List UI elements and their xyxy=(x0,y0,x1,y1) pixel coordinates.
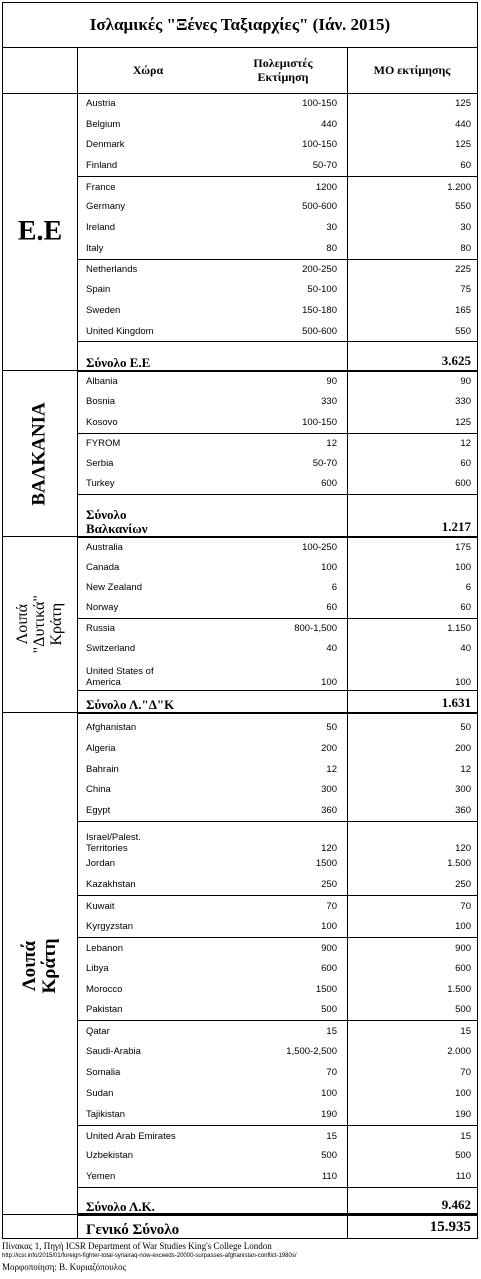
average-cell: 30 xyxy=(460,222,471,234)
average-cell: 100 xyxy=(455,677,471,689)
fighters-cell: 30 xyxy=(326,222,337,234)
average-cell: 1.150 xyxy=(447,623,471,635)
average-cell: 300 xyxy=(455,784,471,796)
fighters-cell: 1200 xyxy=(315,181,337,193)
average-cell: 175 xyxy=(455,541,471,553)
group-block xyxy=(3,93,477,371)
average-cell: 100 xyxy=(455,921,471,933)
average-cell: 60 xyxy=(460,602,471,614)
fighters-cell: 360 xyxy=(321,805,337,817)
country-cell: Switzerland xyxy=(86,642,136,654)
average-cell: 12 xyxy=(460,763,471,775)
country-cell: Pakistan xyxy=(86,1004,123,1016)
country-cell: Denmark xyxy=(86,139,125,151)
country-cell: Afghanistan xyxy=(86,721,137,733)
subtotal-label: Σύνολο Βαλκανίων xyxy=(86,507,148,536)
country-cell: Bosnia xyxy=(86,396,116,408)
average-cell: 190 xyxy=(455,1108,471,1120)
average-cell: 100 xyxy=(455,561,471,573)
average-cell: 500 xyxy=(455,1004,471,1016)
average-cell: 360 xyxy=(455,805,471,817)
average-cell: 80 xyxy=(460,242,471,254)
country-cell: Jordan xyxy=(86,858,116,870)
fighters-cell: 40 xyxy=(326,642,337,654)
fighters-cell: 50-70 xyxy=(312,159,337,171)
header-country: Χώρα xyxy=(132,63,164,77)
fighters-cell: 1,500-2,500 xyxy=(286,1046,337,1058)
average-cell: 600 xyxy=(455,478,471,490)
grand-total-value: 15.935 xyxy=(429,1219,471,1235)
average-cell: 900 xyxy=(455,942,471,954)
average-cell: 125 xyxy=(455,97,471,109)
country-cell: United States of America xyxy=(86,666,154,689)
subtotal-label: Σύνολο Ε.Ε xyxy=(86,355,151,371)
header-row xyxy=(3,47,477,94)
country-cell: New Zealand xyxy=(86,581,142,593)
fighters-cell: 100 xyxy=(321,677,337,689)
country-cell: Ireland xyxy=(86,222,116,234)
country-cell: Somalia xyxy=(86,1066,121,1078)
country-cell: Norway xyxy=(86,602,119,614)
footer-source: Πίνακας 1, Πηγή ICSR Department of War Studies King's College London xyxy=(2,1241,272,1251)
fighters-cell: 80 xyxy=(326,242,337,254)
fighters-cell: 330 xyxy=(321,396,337,408)
fighters-cell: 100 xyxy=(321,561,337,573)
fighters-cell: 100-150 xyxy=(302,97,337,109)
country-cell: Lebanon xyxy=(86,942,123,954)
fighters-cell: 110 xyxy=(321,1171,337,1183)
country-cell: Albania xyxy=(86,375,118,387)
header-average: ΜΟ εκτίμησης xyxy=(373,63,451,77)
country-cell: Tajikistan xyxy=(86,1108,126,1120)
header-fighters: Πολεμιστές Εκτίμηση xyxy=(253,56,313,84)
fighters-cell: 70 xyxy=(326,1066,337,1078)
group-label-text: Ε.Ε xyxy=(17,215,63,247)
country-cell: United Arab Emirates xyxy=(86,1130,176,1142)
subtotal-value: 3.625 xyxy=(441,353,471,369)
country-cell: Russia xyxy=(86,623,116,635)
fighters-cell: 1500 xyxy=(315,983,337,995)
fighters-cell: 50-70 xyxy=(312,457,337,469)
subtotal-label: Σύνολο Λ.Κ. xyxy=(86,1199,155,1215)
country-cell: Algeria xyxy=(86,742,116,754)
fighters-cell: 250 xyxy=(321,879,337,891)
subtotal-value: 1.631 xyxy=(441,694,471,710)
fighters-cell: 600 xyxy=(321,962,337,974)
average-cell: 70 xyxy=(460,901,471,913)
average-cell: 120 xyxy=(455,842,471,854)
subtotal-value: 9.462 xyxy=(441,1197,471,1213)
average-cell: 200 xyxy=(455,742,471,754)
average-cell: 50 xyxy=(460,721,471,733)
fighters-cell: 100-150 xyxy=(302,416,337,428)
fighters-cell: 200 xyxy=(321,742,337,754)
country-cell: Saudi-Arabia xyxy=(86,1046,141,1058)
country-cell: Bahrain xyxy=(86,763,119,775)
average-cell: 60 xyxy=(460,457,471,469)
country-cell: Morocco xyxy=(86,983,123,995)
fighters-cell: 70 xyxy=(326,901,337,913)
average-cell: 1.500 xyxy=(447,858,471,870)
fighters-cell: 440 xyxy=(321,118,337,130)
country-cell: Serbia xyxy=(86,457,114,469)
country-cell: Turkey xyxy=(86,478,115,490)
country-cell: Canada xyxy=(86,561,120,573)
column-divider xyxy=(347,47,348,1238)
average-cell: 12 xyxy=(460,438,471,450)
footer-credit: Μορφοποίηση: Β. Κυριαζόπουλος xyxy=(2,1262,127,1272)
fighters-cell: 800-1,500 xyxy=(294,623,337,635)
average-cell: 125 xyxy=(455,416,471,428)
average-cell: 15 xyxy=(460,1130,471,1142)
average-cell: 165 xyxy=(455,304,471,316)
fighters-cell: 500-600 xyxy=(302,325,337,337)
country-cell: France xyxy=(86,181,116,193)
country-cell: Italy xyxy=(86,242,104,254)
average-cell: 60 xyxy=(460,159,471,171)
country-cell: Kuwait xyxy=(86,901,115,913)
fighters-cell: 100 xyxy=(321,1087,337,1099)
average-cell: 15 xyxy=(460,1026,471,1038)
average-cell: 550 xyxy=(455,325,471,337)
average-cell: 40 xyxy=(460,642,471,654)
country-cell: Netherlands xyxy=(86,264,138,276)
group-label xyxy=(3,371,77,536)
country-cell: China xyxy=(86,784,111,796)
group-block xyxy=(3,537,477,713)
subtotal-value: 1.217 xyxy=(441,519,471,534)
fighters-cell: 50-100 xyxy=(307,284,337,296)
footer-url: http://icsr.info/2015/01/foreign-fighter-total-syriairaq-now-exceeds-20000-surpasses-afghanistan-conflict-1980s/ xyxy=(2,1253,297,1259)
fighters-cell: 300 xyxy=(321,784,337,796)
average-cell: 1.500 xyxy=(447,983,471,995)
table-title: Ισλαμικές "Ξένες Ταξιαρχίες" (Ιάν. 2015) xyxy=(3,3,477,48)
table-frame xyxy=(2,2,478,1239)
country-cell: Israel/Palest. Territories xyxy=(86,831,141,854)
fighters-cell: 1500 xyxy=(315,858,337,870)
country-cell: Austria xyxy=(86,97,116,109)
fighters-cell: 500 xyxy=(321,1004,337,1016)
country-cell: Kyrgyzstan xyxy=(86,921,133,933)
fighters-cell: 6 xyxy=(331,581,337,593)
country-cell: Germany xyxy=(86,201,126,213)
group-label-text: Λοιπά Κράτη xyxy=(19,938,60,994)
fighters-cell: 900 xyxy=(321,942,337,954)
subtotal-label: Σύνολο Λ."Δ"Κ xyxy=(86,696,175,712)
group-label xyxy=(3,717,77,1214)
country-cell: Belgium xyxy=(86,118,121,130)
country-cell: United Kingdom xyxy=(86,325,154,337)
fighters-cell: 150-180 xyxy=(302,304,337,316)
country-cell: Egypt xyxy=(86,805,111,817)
average-cell: 1.200 xyxy=(447,181,471,193)
fighters-cell: 12 xyxy=(326,763,337,775)
country-cell: Kosovo xyxy=(86,416,118,428)
group-block xyxy=(3,717,477,1215)
group-label xyxy=(3,93,77,370)
fighters-cell: 100-150 xyxy=(302,139,337,151)
fighters-cell: 120 xyxy=(321,842,337,854)
average-cell: 6 xyxy=(465,581,471,593)
fighters-cell: 90 xyxy=(326,375,337,387)
country-cell: Kazakhstan xyxy=(86,879,136,891)
fighters-cell: 15 xyxy=(326,1026,337,1038)
fighters-cell: 200-250 xyxy=(302,264,337,276)
country-cell: Spain xyxy=(86,284,111,296)
average-cell: 600 xyxy=(455,962,471,974)
fighters-cell: 190 xyxy=(321,1108,337,1120)
average-cell: 550 xyxy=(455,201,471,213)
fighters-cell: 500-600 xyxy=(302,201,337,213)
average-cell: 250 xyxy=(455,879,471,891)
average-cell: 125 xyxy=(455,139,471,151)
country-cell: Yemen xyxy=(86,1171,116,1183)
group-label xyxy=(3,537,77,712)
average-cell: 225 xyxy=(455,264,471,276)
group-label-text: Λοιπά "Δυτικά" Κράτη xyxy=(13,595,65,654)
fighters-cell: 100-250 xyxy=(302,541,337,553)
grand-total-row xyxy=(78,1213,477,1238)
average-cell: 2.000 xyxy=(447,1046,471,1058)
group-block xyxy=(3,371,477,537)
fighters-cell: 50 xyxy=(326,721,337,733)
fighters-cell: 12 xyxy=(326,438,337,450)
country-cell: Qatar xyxy=(86,1026,110,1038)
country-cell: Sudan xyxy=(86,1087,114,1099)
fighters-cell: 600 xyxy=(321,478,337,490)
fighters-cell: 15 xyxy=(326,1130,337,1142)
average-cell: 500 xyxy=(455,1150,471,1162)
column-divider xyxy=(77,47,78,1238)
average-cell: 330 xyxy=(455,396,471,408)
group-label-text: ΒΑΛΚΑΝΙΑ xyxy=(29,401,51,506)
country-cell: Australia xyxy=(86,541,123,553)
average-cell: 75 xyxy=(460,284,471,296)
average-cell: 70 xyxy=(460,1066,471,1078)
country-cell: FYROM xyxy=(86,438,121,450)
average-cell: 100 xyxy=(455,1087,471,1099)
average-cell: 90 xyxy=(460,375,471,387)
average-cell: 110 xyxy=(455,1171,471,1183)
country-cell: Finland xyxy=(86,159,118,171)
fighters-cell: 60 xyxy=(326,602,337,614)
country-cell: Libya xyxy=(86,962,109,974)
grand-total-label: Γενικό Σύνολο xyxy=(86,1222,180,1238)
country-cell: Sweden xyxy=(86,304,121,316)
fighters-cell: 100 xyxy=(321,921,337,933)
country-cell: Uzbekistan xyxy=(86,1150,133,1162)
fighters-cell: 500 xyxy=(321,1150,337,1162)
average-cell: 440 xyxy=(455,118,471,130)
